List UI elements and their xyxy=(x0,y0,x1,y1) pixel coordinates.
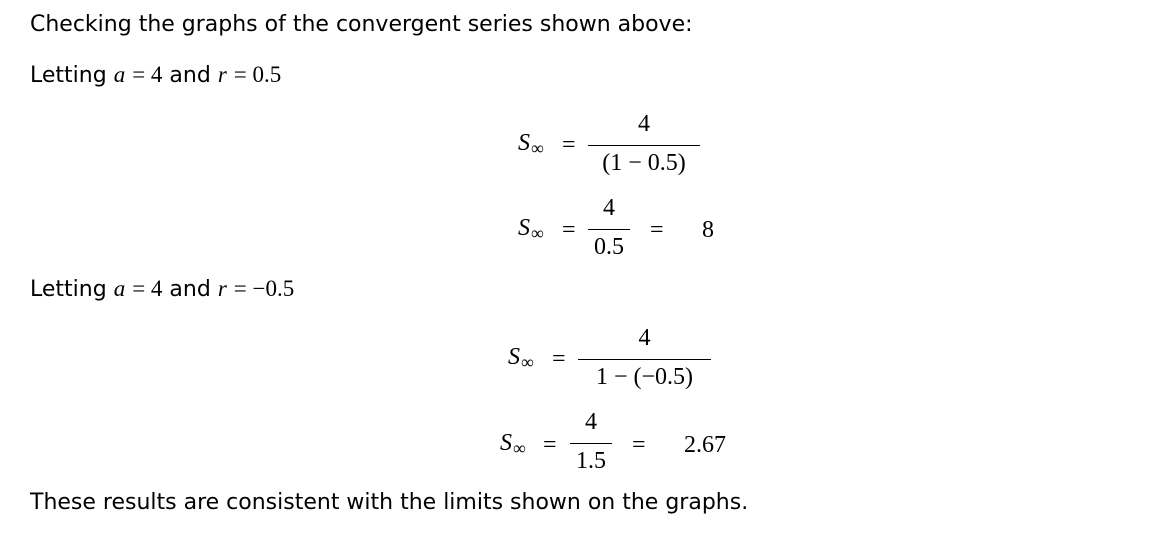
eq3-numerator: 4 xyxy=(638,325,651,351)
case2-a-var: a xyxy=(113,276,126,301)
case1-line xyxy=(30,62,281,88)
case1-a-var: a xyxy=(113,62,126,87)
case2-r-value: = −0.5 xyxy=(233,276,295,301)
case2-and: and xyxy=(169,277,211,302)
case1-a-value: = 4 xyxy=(132,62,163,87)
intro-text: Checking the graphs of the convergent series shown above: xyxy=(30,12,693,37)
eq4-numerator: 4 xyxy=(585,409,597,435)
eq2-equals: = xyxy=(562,217,576,243)
eq2-denominator: 0.5 xyxy=(594,234,624,260)
eq3-lhs: $S_\infty$ xyxy=(508,344,534,372)
case2-prefix: Letting xyxy=(30,277,107,302)
case2-line xyxy=(30,276,294,302)
eq4-denominator: 1.5 xyxy=(576,448,606,474)
case1-prefix: Letting xyxy=(30,63,107,88)
eq2-result: 8 xyxy=(702,217,714,243)
eq2-numerator: 4 xyxy=(603,195,615,221)
case2-r-var: r xyxy=(217,276,227,301)
eq4-lhs: $S_\infty$ xyxy=(500,430,526,458)
conclusion-text: These results are consistent with the limits shown on the graphs. xyxy=(30,490,749,515)
case2-a-value: = 4 xyxy=(132,276,163,301)
eq1-fraction-bar xyxy=(588,145,700,146)
eq1-lhs: $S_\infty$ xyxy=(518,130,544,158)
eq2-lhs: $S_\infty$ xyxy=(518,215,544,243)
eq3-fraction-bar xyxy=(578,359,711,360)
eq4-result: 2.67 xyxy=(684,432,726,458)
eq1-numerator: 4 xyxy=(638,111,650,137)
eq3-equals: = xyxy=(552,346,566,372)
eq4-equals-2: = xyxy=(632,432,646,458)
eq1-denominator: (1 − 0.5) xyxy=(602,150,686,176)
eq4-fraction-bar xyxy=(570,443,612,444)
eq3-denominator: 1 − (−0.5) xyxy=(595,364,694,390)
eq2-equals-2: = xyxy=(650,217,664,243)
case1-and: and xyxy=(169,63,211,88)
case1-r-value: = 0.5 xyxy=(233,62,282,87)
eq1-equals: = xyxy=(562,132,576,158)
case1-r-var: r xyxy=(217,62,227,87)
eq4-equals: = xyxy=(543,432,557,458)
eq2-fraction-bar xyxy=(588,229,630,230)
